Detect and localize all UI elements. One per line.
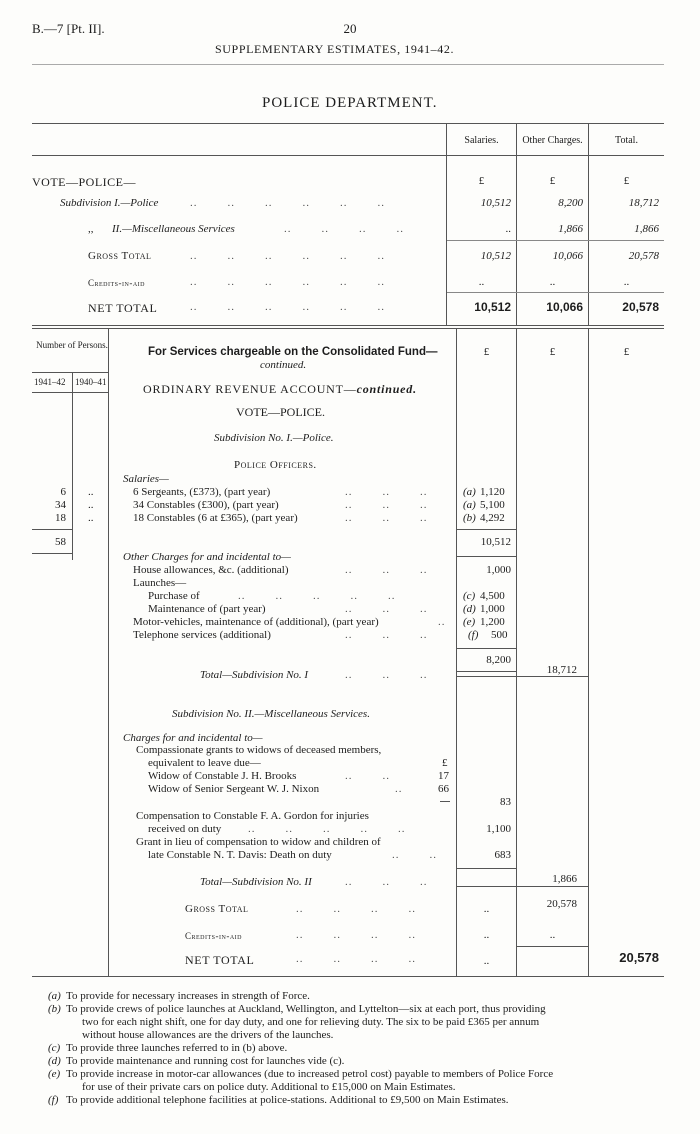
vote-label: VOTE—POLICE— [32,175,136,189]
persons-1940: .. [88,486,94,498]
total-sub1-label: Total—Subdivision No. I [200,669,309,681]
other-charges-subtotal: 8,200 [486,654,511,666]
footnote-mark: (e) [48,1068,61,1080]
net-total-col1: .. [483,955,490,967]
footnote-ref: (e) [463,616,476,628]
footnote-ref: (a) [463,486,476,498]
house-allowances-amount: 1,000 [486,564,511,576]
leader-dots: .. .. .. [345,486,428,498]
other-charges-label: Other Charges for and incidental to— [123,551,291,563]
summary-top-rule [32,123,664,124]
salaries-subtotal: 10,512 [480,536,511,548]
leader-dots: .. [438,616,446,628]
summary-other-value: 8,200 [558,197,583,209]
grant-line-1: Grant in lieu of compensation to widow and children of [136,836,381,848]
document-reference: B.—7 [Pt. II]. [32,21,105,36]
summary-other-value: 1,866 [558,223,583,235]
net-total-rule-1 [517,946,588,947]
grant-amount: 683 [494,849,511,861]
widow-amount: 17 [438,770,449,782]
other-subtotal-rule [457,648,516,649]
police-officers-heading: Police Officers. [234,459,317,471]
footnote-ref: (d) [463,603,476,615]
net-total-label: NET TOTAL [185,953,255,967]
year-col-2: 1940–41 [75,377,107,387]
summary-salaries-value: 10,512 [480,250,511,262]
salary-item-label: 34 Constables (£300), (part year) [133,499,279,511]
persons-vrule [72,372,73,560]
net-total-amount: 20,578 [619,950,659,965]
footnote-text: To provide crews of police launches at Auckland, Wellington, and Lyttelton—six at each port, thus providing [66,1003,546,1015]
leader-dots: .. .. .. .. .. [238,590,396,602]
footnote-text-continued: without house allowances are the drivers of the launches. [82,1029,334,1041]
salary-item-label: 18 Constables (6 at £365), (part year) [133,512,298,524]
subdivision-1-title: Subdivision No. I.—Police. [214,432,334,444]
grant-line-2: late Constable N. T. Davis: Death on duty [148,849,332,861]
footnote-mark: (f) [48,1094,59,1106]
header-rule [32,64,664,65]
leader-dots: .. .. .. [345,512,428,524]
year-header-rule [32,392,108,393]
salaries-subtotal-rule [457,529,516,530]
house-allowances-label: House allowances, &c. (additional) [133,564,289,576]
telephone-label: Telephone services (additional) [133,629,271,641]
persons-1940: .. [88,499,94,511]
leader-dots: .. .. .. .. .. .. [190,276,385,288]
account-title [143,382,417,397]
currency-total: £ [623,175,630,187]
footnote-text: To provide maintenance and running cost for launches vide (c). [66,1055,345,1067]
footnote-ref: (b) [463,512,476,524]
leader-dots: .. .. .. [345,564,428,576]
gross-total-label: Gross Total [185,903,249,915]
summary-row-label: Subdivision I.—Police [60,197,159,209]
leader-dots: .. .. .. .. [296,903,416,915]
persons-header: Number of Persons. [36,340,108,350]
footnote-text: To provide three launches referred to in (b) above. [66,1042,288,1054]
footnote-ref: (a) [463,499,476,511]
col-header-total: Total. [615,135,638,146]
total-sub2-rule-2 [457,886,588,887]
net-total-rule [447,292,664,293]
currency-salaries: £ [478,175,485,187]
salary-item-amount: 4,292 [480,512,505,524]
summary-row-label: Gross Total [88,250,152,262]
leader-dots: .. [395,783,403,795]
footnote-ref: (c) [463,590,476,602]
leader-dots: .. .. [345,770,390,782]
leader-dots: .. .. .. .. .. .. [190,197,385,209]
gross-total-amount: 20,578 [546,898,577,910]
detail-vrule-3 [588,328,589,976]
salaries-label: Salaries— [123,473,169,485]
launches-label: Launches— [133,577,187,589]
summary-total-value: 20,578 [622,300,659,314]
total-sub1-rule-2 [457,676,588,677]
persons-total-rule [32,529,72,530]
leader-dots: .. .. .. [345,629,428,641]
telephone-amount: 500 [491,629,508,641]
compensation-line-1: Compensation to Constable F. A. Gordon for injuries [136,810,369,822]
leader-dots: .. .. .. [345,669,428,681]
widow-label: Widow of Constable J. H. Brooks [148,770,297,782]
compensation-line-2: received on duty [148,823,222,835]
total-sub2-rule-1 [457,868,516,869]
grants-line-2: equivalent to leave due— [148,757,261,769]
leader-dots: .. .. .. .. [296,953,416,965]
total-sub1-amount: 18,712 [546,664,577,676]
leader-dots: .. .. .. .. [296,929,416,941]
subdivision-2-title: Subdivision No. II.—Miscellaneous Services. [172,708,370,720]
footnote-text: To provide additional telephone facilities at police-stations. Additional to £9,500 on Main Estimates. [66,1094,509,1106]
consolidated-fund-heading: For Services chargeable on the Consolidated Fund— [148,346,438,358]
currency-col-1: £ [483,346,490,358]
total-sub1-rule-1 [457,671,516,672]
summary-row-label: II.—Miscellaneous Services [112,223,235,235]
running-title: SUPPLEMENTARY ESTIMATES, 1941–42. [215,42,455,56]
summary-salaries-value: 10,512 [480,197,511,209]
currency-col-3: £ [623,346,630,358]
detail-top-rule [32,328,664,329]
footnote-text-continued: for use of their private cars on police duty. Additional to £15,000 on Main Estimates. [82,1081,456,1093]
salary-item-amount: 1,120 [480,486,505,498]
summary-total-value: .. [623,276,630,288]
summary-other-value: 10,066 [552,250,583,262]
leader-dots: .. .. .. .. .. .. [190,250,385,262]
persons-1941: 18 [55,512,66,524]
total-sub2-amount: 1,866 [552,873,577,885]
footnote-mark: (d) [48,1055,61,1067]
summary-salaries-value: .. [478,276,485,288]
detail-vrule-1 [456,328,457,976]
summary-row-label: NET TOTAL [88,301,158,315]
leader-dots: .. .. .. .. .. .. [190,301,385,313]
persons-1941: 34 [55,499,66,511]
launch-item-amount: 1,000 [480,603,505,615]
subtotal-rule [447,240,664,241]
department-title: POLICE DEPARTMENT. [262,95,438,111]
footnote-ref: (f) [468,629,479,641]
motor-vehicles-label: Motor-vehicles, maintenance of (additional), (part year) [133,616,379,628]
footnote-mark: (a) [48,990,61,1002]
heading-continued: continued. [260,359,307,371]
total-sub2-label: Total—Subdivision No. II [200,876,312,888]
summary-header-rule [32,155,664,156]
launch-item-amount: 4,500 [480,590,505,602]
summary-total-value: 20,578 [628,250,659,262]
col-header-other: Other Charges. [522,135,583,146]
leader-dots: .. .. .. [345,876,428,888]
summary-other-value: .. [549,276,556,288]
compensation-amount: 1,100 [486,823,511,835]
gross-total-col1: .. [483,903,490,915]
motor-vehicles-amount: 1,200 [480,616,505,628]
salary-item-label: 6 Sergeants, (£373), (part year) [133,486,271,498]
other-charges-rule [457,556,516,557]
launch-item-label: Purchase of [148,590,200,602]
summary-total-value: 1,866 [634,223,659,235]
persons-total: 58 [55,536,66,548]
credits-amount: .. [549,929,556,941]
leader-dots: .. .. .. [345,499,428,511]
detail-vrule-text [108,328,109,976]
leader-dots: .. .. [392,849,437,861]
summary-salaries-value: 10,512 [474,300,511,314]
footnote-text-continued: two for each night shift, one for day duty, and one for relieving duty. The six to be paid £365 per annum [82,1016,540,1028]
currency-other: £ [549,175,556,187]
summary-other-value: 10,066 [546,300,583,314]
grants-line-1: Compassionate grants to widows of deceased members, [136,744,382,756]
grants-currency: £ [442,757,448,769]
credits-col1: .. [483,929,490,941]
salary-item-amount: 5,100 [480,499,505,511]
persons-header-rule [32,372,108,373]
widow-label: Widow of Senior Sergeant W. J. Nixon [148,783,320,795]
vote-title: VOTE—POLICE. [236,405,325,419]
leader-dots: .. .. .. [345,603,428,615]
widow-amount: 66 [438,783,449,795]
footnote-mark: (c) [48,1042,61,1054]
page-number: 20 [343,21,357,36]
leader-dots: .. .. .. .. .. [248,823,406,835]
footnote-text: To provide for necessary increases in strength of Force. [66,990,310,1002]
charges-label: Charges for and incidental to— [123,732,263,744]
ditto-mark: ,, [88,223,94,235]
summary-row-label: Credits-in-aid [88,278,145,288]
col-header-salaries: Salaries. [464,135,499,146]
grants-total: 83 [500,796,511,808]
persons-1940: .. [88,512,94,524]
summary-total-value: 18,712 [628,197,659,209]
detail-bottom-rule [32,976,664,977]
footnote-text: To provide increase in motor-car allowances (due to increased petrol cost) payable to members of Police Force [66,1068,554,1080]
account-continued: continued. [356,382,417,396]
credits-in-aid-label: Credits-in-aid [185,931,242,941]
widows-sum-rule [440,801,450,802]
account-title-text: ORDINARY REVENUE ACCOUNT— [143,382,357,396]
persons-1941: 6 [60,486,66,498]
summary-salaries-value: .. [505,223,511,235]
currency-col-2: £ [549,346,556,358]
launch-item-label: Maintenance of (part year) [148,603,266,615]
year-col-1: 1941–42 [34,377,66,387]
leader-dots: .. .. .. .. [284,223,404,235]
summary-bottom-rule [32,325,664,326]
footnote-mark: (b) [48,1003,61,1015]
persons-total-bottom-rule [32,553,72,554]
